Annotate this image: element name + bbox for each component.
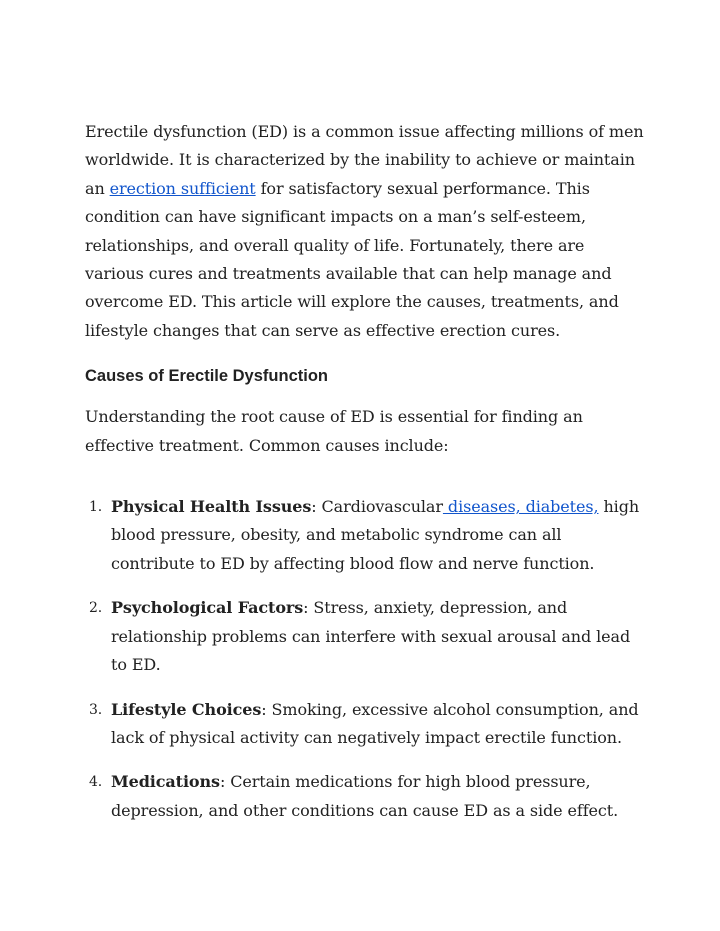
list-item-term: Psychological Factors bbox=[111, 598, 304, 618]
list-item-number: 1. bbox=[89, 499, 103, 516]
erection-sufficient-link[interactable]: erection sufficient bbox=[109, 178, 256, 198]
intro-text-before: Erectile dysfunction (ED) is a common issue affecting millions of men worldwide. It is characterized by the inability to achieve or maintain an bbox=[85, 122, 644, 198]
list-item bbox=[85, 768, 645, 825]
list-item-term: Physical Health Issues bbox=[111, 497, 312, 517]
section-heading: Causes of Erectile Dysfunction bbox=[85, 367, 328, 386]
list-item-text: : Certain medications for high blood pressure, depression, and other conditions can cause ED as a side effect. bbox=[111, 772, 619, 820]
list-item-text: : Smoking, excessive alcohol consumption, and lack of physical activity can negatively impact erectile function. bbox=[111, 699, 639, 747]
list-item-text-after: high blood pressure, obesity, and metabolic syndrome can all contribute to ED by affecting blood flow and nerve function. bbox=[111, 497, 640, 573]
list-item bbox=[85, 594, 645, 679]
intro-paragraph bbox=[85, 118, 645, 345]
list-item-number: 4. bbox=[89, 774, 103, 791]
diseases-diabetes-link[interactable]: diseases, diabetes, bbox=[442, 497, 599, 517]
list-item-text: : Stress, anxiety, depression, and relationship problems can interfere with sexual arousal and lead to ED. bbox=[111, 598, 631, 675]
list-item-number: 3. bbox=[89, 701, 103, 718]
list-item-text-before: : Cardiovascular bbox=[311, 497, 443, 517]
list-item bbox=[85, 696, 645, 753]
list-item-number: 2. bbox=[89, 600, 103, 617]
list-item bbox=[85, 493, 645, 578]
document-page bbox=[85, 118, 645, 841]
causes-list bbox=[85, 493, 645, 825]
list-item-term: Medications bbox=[111, 772, 220, 792]
intro-text-after: for satisfactory sexual performance. This condition can have significant impacts on a man’s self-esteem, relationships, and overall quality of life. Fortunately, there are various cures and treatments available that can help manage and overcome ED. This article will explore the causes, treatments, and lifestyle changes that can serve as effective erection cures. bbox=[85, 178, 619, 340]
list-item-term: Lifestyle Choices bbox=[111, 699, 262, 719]
section-intro-paragraph: Understanding the root cause of ED is essential for finding an effective treatment. Common causes include: bbox=[85, 407, 583, 455]
